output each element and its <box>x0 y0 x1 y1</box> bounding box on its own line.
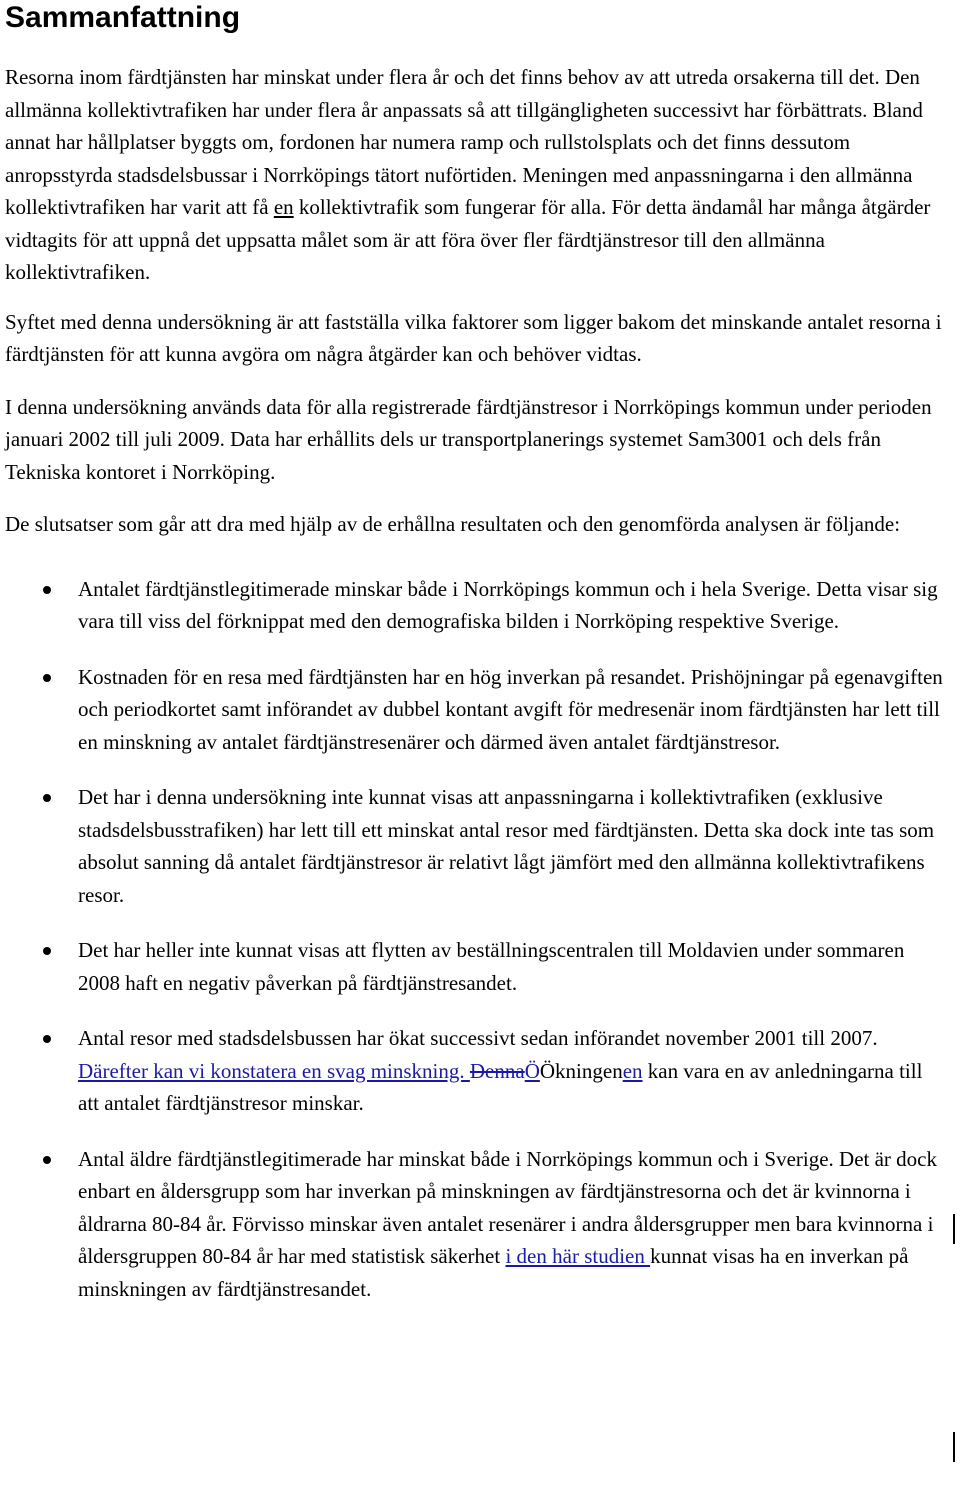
tracked-insertion: Därefter kan vi konstatera en svag minskning. <box>78 1058 470 1083</box>
list-item-text: Det har i denna undersökning inte kunnat visas att anpassningarna i kollektivtrafiken (exklusive stadsdelsbusstrafiken) har lett till ett minskat antal resor med färdtjänsten. Detta ska dock inte tas som absolut sanning då antalet färdtjänstresor är relativt lågt jämfört med den allmänna kollektivtrafikens resor. <box>78 785 935 907</box>
document-page <box>5 0 945 1305</box>
list-item-text <box>78 1026 922 1115</box>
list-item-text-b: kan vara en av anledningarna till att antalet färdtjänstresor minskar. <box>78 1058 923 1115</box>
page-title: Sammanfattning <box>5 1 241 34</box>
underlined-word: en <box>273 195 294 219</box>
paragraph-background <box>5 61 945 289</box>
list-item-text: Antalet färdtjänstlegitimerade minskar både i Norrköpings kommun och i hela Sverige. Detta visar sig vara till viss del förknippat med den demografiska bilden i Norrköping respektive Sverige. <box>78 576 938 633</box>
bullet-icon <box>43 1156 51 1164</box>
bullet-icon <box>43 1035 51 1043</box>
tracked-insertion: Ö <box>524 1058 540 1083</box>
bullet-icon <box>43 794 51 802</box>
tracked-insertion: i den här studien <box>505 1244 651 1268</box>
list-item <box>5 1022 945 1120</box>
paragraph-background-text-a: Resorna inom färdtjänsten har minskat under flera år och det finns behov av att utreda orsakerna till det. Den allmänna kollektivtrafiken har under flera år anpassats så att tillgängligheten successivt har förbättrats. Bland annat har hållplatser byggts om, fordonen har numera ramp och rullstolsplats och det finns dessutom anropsstyrda stadsdelsbussar i Norrköpings tätort nuförtiden. Meningen med anpassningarna i den allmänna kollektivtrafiken har varit att få <box>5 65 923 219</box>
change-bar <box>953 1432 955 1462</box>
list-item <box>5 781 945 911</box>
list-item-text <box>78 1147 937 1301</box>
bullet-icon <box>43 674 51 682</box>
conclusions-list <box>5 573 945 1306</box>
change-bar <box>953 1214 955 1244</box>
list-item <box>5 661 945 759</box>
paragraph-conclusions-intro: De slutsatser som går att dra med hjälp av de erhållna resultaten och den genomförda analysen är följande: <box>5 512 901 536</box>
paragraph-background-text-b: kollektivtrafik som fungerar för alla. För detta ändamål har många åtgärder vidtagits för att uppnå det uppsatta målet som är att föra över fler färdtjänstresor till den allmänna kollektivtrafiken. <box>5 195 931 284</box>
list-item-text-a: Antal äldre färdtjänstlegitimerade har minskat både i Norrköpings kommun och i Sverige. Det är dock enbart en åldersgrupp som har inverkan på minskningen av färdtjänstresorna och det är kvinnorna i åldrarna 80-84 år. Förvisso minskar även antalet resenärer i andra åldersgrupper men bara kvinnorna i åldersgruppen 80-84 år har med statistisk säkerhet <box>78 1146 938 1268</box>
bullet-icon <box>43 947 51 955</box>
list-item-word: Ökningen <box>539 1058 623 1083</box>
tracked-insertion: en <box>622 1058 643 1083</box>
tracked-deletion: Denna <box>469 1058 525 1083</box>
list-item-text-a: Antal resor med stadsdelsbussen har ökat successivt sedan införandet november 2001 till 2007. <box>78 1026 878 1050</box>
list-item-text: Kostnaden för en resa med färdtjänsten har en hög inverkan på resandet. Prishöjningar på egenavgiften och periodkortet samt införandet av dubbel kontant avgift för medresenär inom färdtjänsten har lett till en minskning av antalet färdtjänstresenärer och därmed även antalet färdtjänstresor. <box>78 664 943 754</box>
list-item <box>5 573 945 638</box>
list-item <box>5 1143 945 1306</box>
bullet-icon <box>43 586 51 594</box>
list-item-text: Det har heller inte kunnat visas att flytten av beställningscentralen till Moldavien under sommaren 2008 haft en negativ påverkan på färdtjänstresandet. <box>78 938 905 995</box>
paragraph-data: I denna undersökning används data för alla registrerade färdtjänstresor i Norrköpings kommun under perioden januari 2002 till juli 2009. Data har erhållits dels ur transportplanerings systemet Sam3001 och dels från Tekniska kontoret i Norrköping. <box>5 394 932 484</box>
list-item <box>5 934 945 999</box>
list-item-text-b: kunnat visas ha en inverkan på minskningen av färdtjänstresandet. <box>78 1244 909 1301</box>
paragraph-purpose: Syftet med denna undersökning är att fastställa vilka faktorer som ligger bakom det minskande antalet resorna i färdtjänsten för att kunna avgöra om några åtgärder kan och behöver vidtas. <box>5 309 942 366</box>
